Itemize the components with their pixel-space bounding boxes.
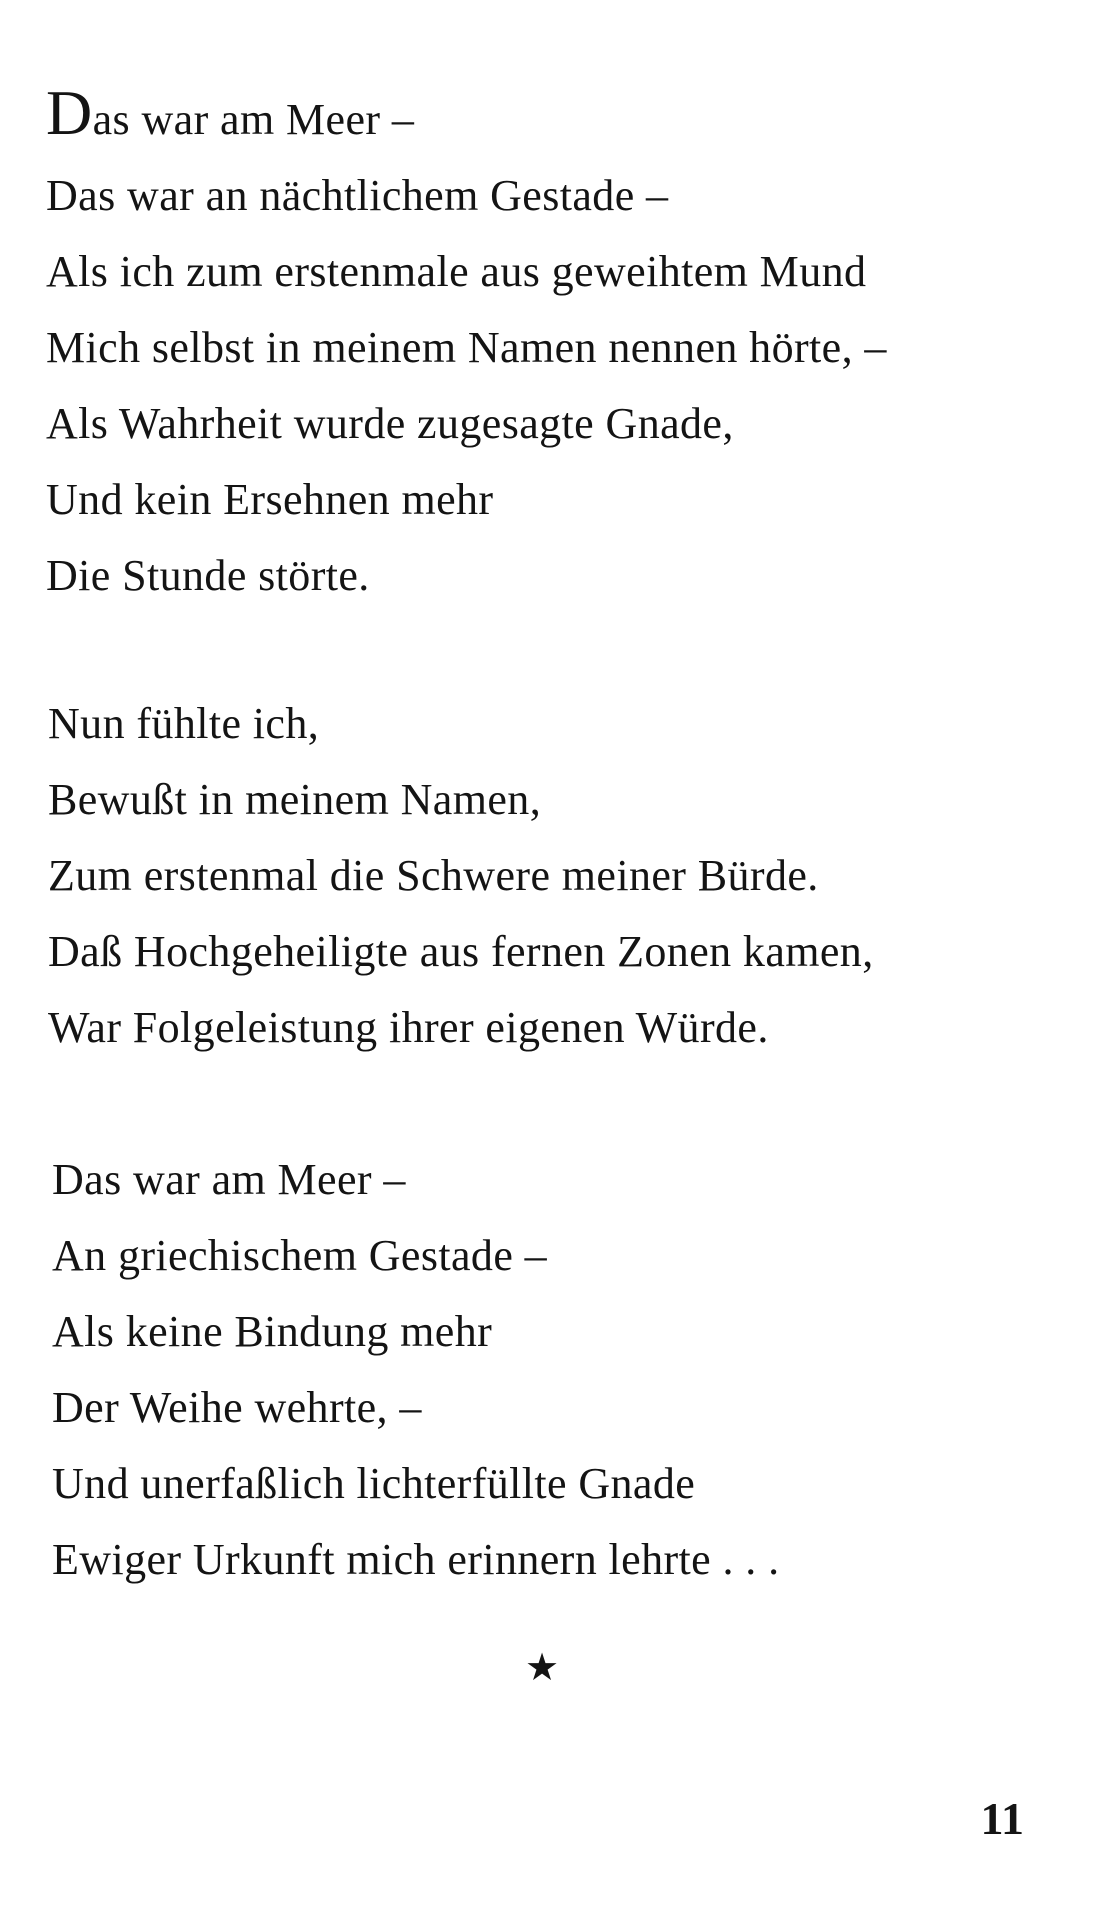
poem-line: Das war am Meer – bbox=[46, 77, 415, 148]
poem-line: Ewiger Urkunft mich erinnern lehrte . . . bbox=[52, 1535, 780, 1584]
poem-line: Mich selbst in meinem Namen nennen hörte, – bbox=[46, 323, 887, 372]
poem-line: Das war am Meer – bbox=[52, 1155, 406, 1204]
poem-line: Nun fühlte ich, bbox=[48, 699, 320, 748]
poem-line: Bewußt in meinem Namen, bbox=[48, 775, 542, 824]
poem-line: Als keine Bindung mehr bbox=[52, 1307, 493, 1356]
poem-line: Zum erstenmal die Schwere meiner Bürde. bbox=[48, 851, 819, 900]
page-number: 11 bbox=[980, 1793, 1024, 1844]
poem-line: Und kein Ersehnen mehr bbox=[46, 475, 494, 524]
stanza-1 bbox=[46, 77, 1046, 614]
poem-line: Der Weihe wehrte, – bbox=[52, 1383, 422, 1432]
poem-line: Die Stunde störte. bbox=[46, 551, 370, 600]
poem-line: An griechischem Gestade – bbox=[52, 1231, 548, 1280]
poem-line: Und unerfaßlich lichterfüllte Gnade bbox=[52, 1459, 696, 1508]
poem-line: Das war an nächtlichem Gestade – bbox=[46, 171, 669, 220]
poem-line: Als Wahrheit wurde zugesagte Gnade, bbox=[46, 399, 734, 448]
stanza-2 bbox=[48, 686, 1048, 1066]
poem-line: Als ich zum erstenmale aus geweihtem Mund bbox=[46, 247, 867, 296]
star-separator-icon: ★ bbox=[525, 1647, 560, 1689]
poem-line: Daß Hochgeheiligte aus fernen Zonen kamen, bbox=[48, 927, 874, 976]
stanza-3 bbox=[52, 1142, 1052, 1598]
poem-line: War Folgeleistung ihrer eigenen Würde. bbox=[48, 1003, 769, 1052]
